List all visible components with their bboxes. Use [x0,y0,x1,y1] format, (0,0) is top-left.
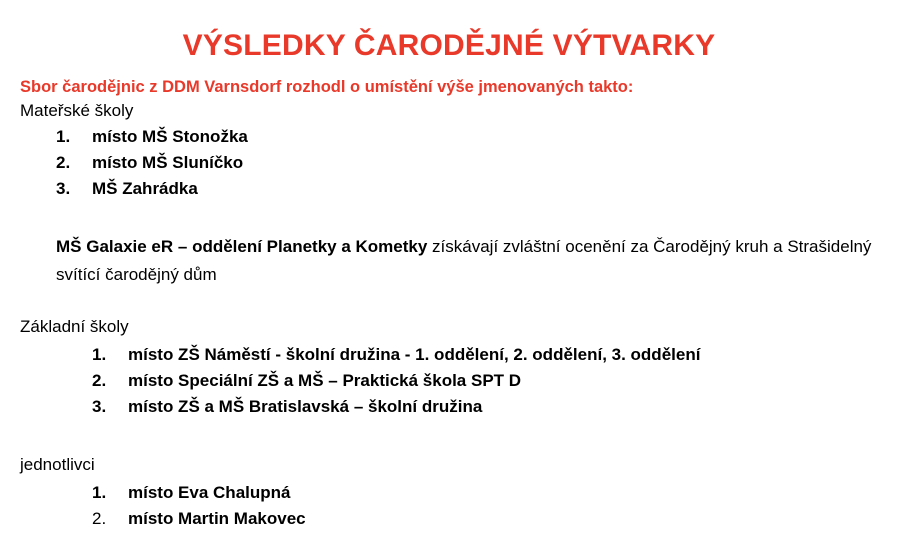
list-item-number: 3. [56,179,71,198]
special-award-note [56,233,886,289]
list-item-text: místo MŠ Sluníčko [92,153,244,172]
list-item-text: místo Eva Chalupná [128,483,291,502]
list-item-number: 2. [92,371,107,390]
list-item [92,342,700,368]
kindergartens-list [56,124,248,202]
list-item-text: místo Martin Makovec [128,509,306,528]
list-item [56,150,248,176]
section-label-kindergartens: Mateřské školy [20,101,134,120]
primary-schools-list [92,342,700,420]
list-item [56,176,248,202]
special-award-recipient: MŠ Galaxie eR – oddělení Planetky a Kometky [56,237,428,256]
list-item-text: místo ZŠ a MŠ Bratislavská – školní družina [128,397,483,416]
list-item-number: 2. [92,509,107,528]
list-item-text: místo Speciální ZŠ a MŠ – Praktická škola SPT D [128,371,522,390]
list-item [92,506,306,532]
list-item-number: 1. [56,127,71,146]
list-item [92,394,700,420]
list-item-number: 2. [56,153,71,172]
list-item [92,368,700,394]
list-item-number: 3. [92,397,107,416]
list-item [56,124,248,150]
list-item-text: MŠ Zahrádka [92,179,198,198]
list-item-number: 1. [92,345,107,364]
list-item-text: místo MŠ Stonožka [92,127,248,146]
individuals-list [92,480,306,532]
intro-text: Sbor čarodějnic z DDM Varnsdorf rozhodl o umístění výše jmenovaných takto: [20,78,634,96]
page-title: VÝSLEDKY ČARODĚJNÉ VÝTVARKY [182,29,716,62]
special-award-description: získávají zvláštní ocenění za Čarodějný kruh a Strašidelný svítící čarodějný dům [56,237,872,284]
list-item [92,480,306,506]
list-item-text: místo ZŠ Náměstí - školní družina - 1. oddělení, 2. oddělení, 3. oddělení [128,345,701,364]
section-label-primary-schools: Základní školy [20,317,129,336]
list-item-number: 1. [92,483,107,502]
section-label-individuals: jednotlivci [20,455,95,474]
